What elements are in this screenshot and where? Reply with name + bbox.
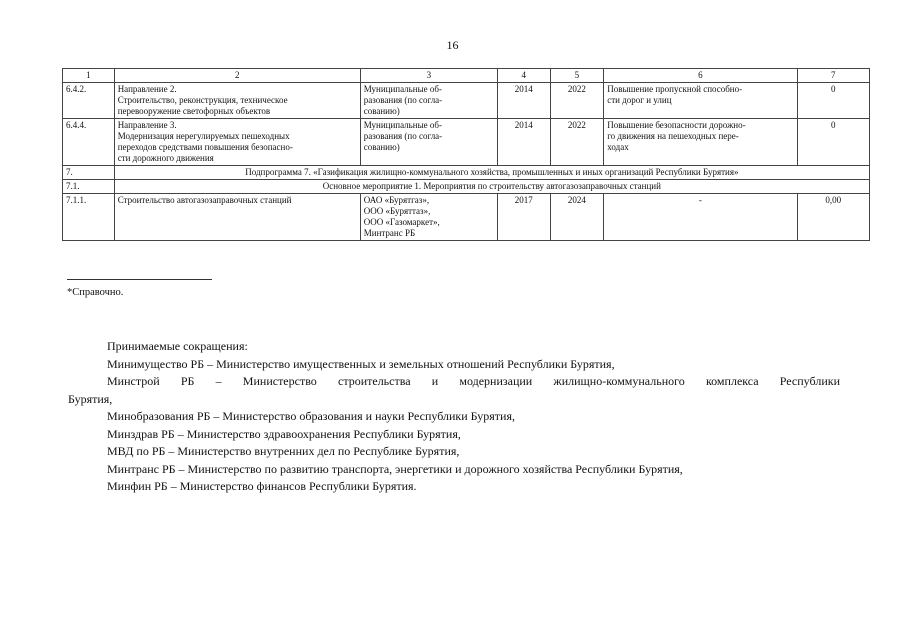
row-executor bbox=[360, 194, 497, 241]
row-name-line: Направление 3. bbox=[117, 120, 177, 130]
table-header-row bbox=[63, 69, 870, 83]
activity-number: 7.1. bbox=[63, 180, 115, 194]
row-executor bbox=[360, 119, 497, 166]
row-result-line: го движения на пешеходных пере- bbox=[607, 131, 739, 141]
row-name-line: Направление 2. bbox=[117, 84, 177, 94]
row-executor-line: сованию) bbox=[363, 106, 400, 116]
abbreviations-block bbox=[68, 338, 840, 496]
activity-row bbox=[63, 180, 870, 194]
column-number-2: 2 bbox=[114, 69, 360, 83]
abbreviation-item: Минстрой РБ – Министерство строительства и модернизации жилищно-коммунального комплекса Республики bbox=[107, 374, 840, 388]
abbreviation-item: Минтранс РБ – Министерство по развитию транспорта, энергетики и дорожного хозяйства Республики Бурятия, bbox=[107, 461, 683, 476]
row-name-line: Модернизация нерегулируемых пешеходных bbox=[117, 131, 290, 141]
row-name-line: переходов средствами повышения безопасно- bbox=[117, 142, 293, 152]
row-value: 0 bbox=[797, 83, 869, 119]
row-start-year: 2014 bbox=[497, 119, 550, 166]
subprogram-row bbox=[63, 166, 870, 180]
table-row bbox=[63, 83, 870, 119]
row-executor-line: ООО «Буряттаз», bbox=[363, 206, 431, 216]
column-number-1: 1 bbox=[63, 69, 115, 83]
row-executor-line: Муниципальные об- bbox=[363, 84, 442, 94]
row-executor-line: Минтранс РБ bbox=[363, 228, 416, 238]
subprogram-title: Подпрограмма 7. «Газификация жилищно-коммунального хозяйства, промышленных и иных организаций Республики Бурятия» bbox=[114, 166, 869, 180]
row-end-year: 2024 bbox=[550, 194, 604, 241]
abbreviation-item: Минздрав РБ – Министерство здравоохранения Республики Бурятия, bbox=[107, 426, 461, 441]
row-end-year: 2022 bbox=[550, 119, 604, 166]
table-row bbox=[63, 119, 870, 166]
row-value: 0,00 bbox=[797, 194, 869, 241]
row-name-line: Строительство автогазозаправочных станций bbox=[117, 195, 292, 205]
row-number: 7.1.1. bbox=[63, 194, 115, 241]
footnote: *Справочно. bbox=[67, 287, 124, 298]
column-number-6: 6 bbox=[604, 69, 797, 83]
row-number: 6.4.2. bbox=[63, 83, 115, 119]
abbreviation-item: Минобразования РБ – Министерство образования и науки Республики Бурятия, bbox=[107, 409, 515, 423]
row-executor-line: Муниципальные об- bbox=[363, 120, 442, 130]
page-number: 16 bbox=[446, 38, 459, 52]
subprogram-number: 7. bbox=[63, 166, 115, 180]
row-executor-line: ОАО «Бурятгаз», bbox=[363, 195, 430, 205]
row-name-line: перевооружение светофорных объектов bbox=[117, 106, 271, 116]
abbreviations-title: Принимаемые сокращения: bbox=[107, 339, 248, 353]
row-executor-line: разования (по согла- bbox=[363, 95, 443, 105]
column-number-5: 5 bbox=[550, 69, 604, 83]
row-name-line: сти дорожного движения bbox=[117, 153, 214, 163]
abbreviation-item-continuation: Бурятия, bbox=[68, 391, 113, 406]
abbreviation-item: МВД по РБ – Министерство внутренних дел по Республике Бурятия, bbox=[107, 444, 460, 458]
row-name-line: Строительство, реконструкция, техническое bbox=[117, 95, 288, 105]
row-result-line: Повышение безопасности дорожно- bbox=[607, 120, 746, 130]
footnote-separator bbox=[67, 279, 212, 280]
row-name bbox=[114, 119, 360, 166]
row-result-line: сти дорог и улиц bbox=[607, 95, 672, 105]
row-start-year: 2017 bbox=[497, 194, 550, 241]
column-number-7: 7 bbox=[797, 69, 869, 83]
row-executor-line: сованию) bbox=[363, 142, 400, 152]
row-end-year: 2022 bbox=[550, 83, 604, 119]
row-executor bbox=[360, 83, 497, 119]
row-number: 6.4.4. bbox=[63, 119, 115, 166]
row-executor-line: разования (по согла- bbox=[363, 131, 443, 141]
row-executor-line: ООО «Газомаркет», bbox=[363, 217, 440, 227]
column-number-4: 4 bbox=[497, 69, 550, 83]
row-result bbox=[604, 119, 797, 166]
row-result-line: Повышение пропускной способно- bbox=[607, 84, 743, 94]
row-start-year: 2014 bbox=[497, 83, 550, 119]
table-row bbox=[63, 194, 870, 241]
program-table bbox=[62, 68, 870, 241]
activity-title: Основное мероприятие 1. Мероприятия по строительству автогазозаправочных станций bbox=[114, 180, 869, 194]
column-number-3: 3 bbox=[360, 69, 497, 83]
row-name bbox=[114, 83, 360, 119]
row-result bbox=[604, 83, 797, 119]
row-name bbox=[114, 194, 360, 241]
abbreviation-item: Минфин РБ – Министерство финансов Республики Бурятия. bbox=[107, 479, 417, 493]
abbreviation-item: Минимущество РБ – Министерство имущественных и земельных отношений Республики Бурятия, bbox=[107, 356, 615, 371]
row-result: - bbox=[604, 194, 797, 241]
row-result-line: ходах bbox=[607, 142, 629, 152]
row-value: 0 bbox=[797, 119, 869, 166]
